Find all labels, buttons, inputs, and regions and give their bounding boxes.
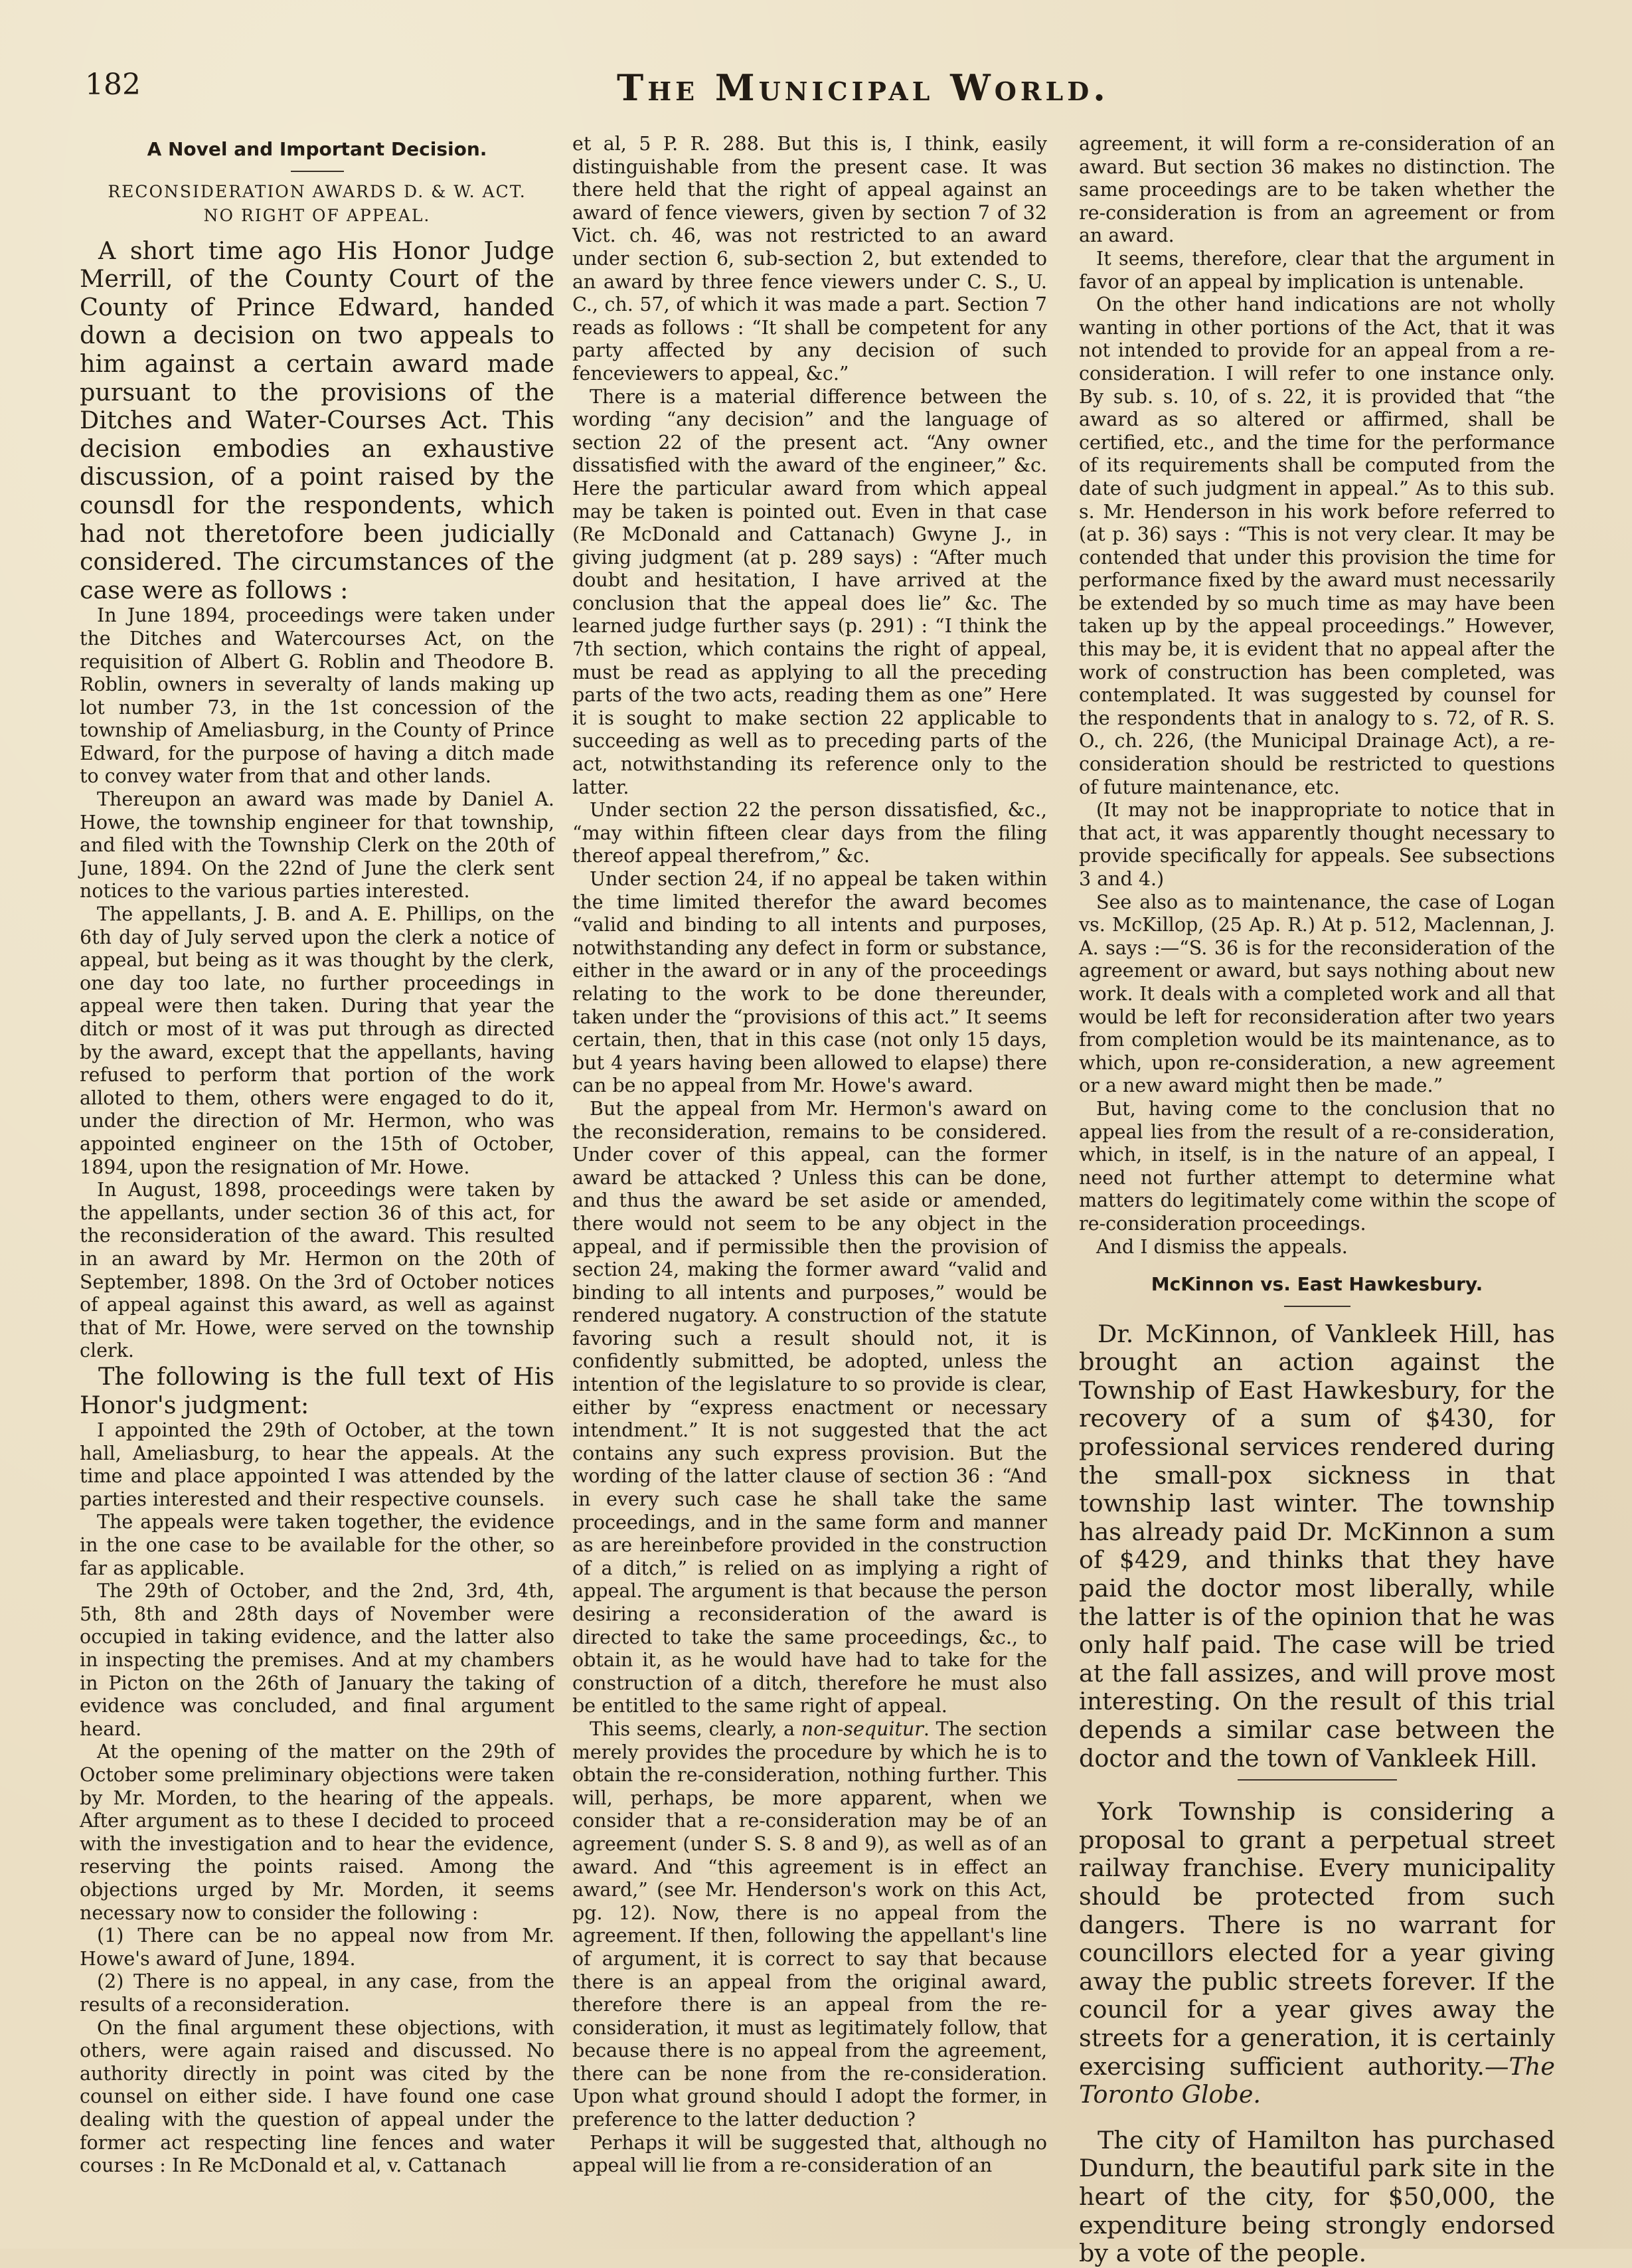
paragraph: (It may not be inappropriate to notice that in that act, it was apparently thought necessary to provide specifically for appeals. See subsections 3 and 4.) (1079, 799, 1555, 890)
source-citation: The Toronto Globe. (1079, 2051, 1555, 2109)
paragraph: The 29th of October, and the 2nd, 3rd, 4th, 5th, 8th and 28th days of November were occupied in taking evidence, and the latter also in inspecting the premises. And at my chambers in Picton on the 26th of January the taking of evidence was concluded, and final argument heard. (80, 1580, 554, 1740)
article-title: A Novel and Important Decision. (147, 138, 487, 160)
divider (1238, 1779, 1397, 1781)
lead-paragraph-block (80, 237, 554, 605)
paragraph: The appellants, J. B. and A. E. Phillips, on the 6th day of July served upon the clerk a notice of appeal, but being as it was thought by the clerk, one day too late, no further proceedings in appeal were then taken. During that year the ditch or most of it was put through as directed by the award, except that the appellants, having refused to perform that portion of the work alloted to them, others were engaged to do it, under the direction of Mr. Hermon, who was appointed engineer on the 15th of October, 1894, upon the resignation of Mr. Howe. (80, 903, 554, 1178)
paragraph: It seems, therefore, clear that the argument in favor of an appeal by implication is untenable. (1079, 247, 1555, 293)
article-title-2: McKinnon vs. East Hawkesbury. (1151, 1273, 1483, 1296)
item-4-body (1079, 2127, 1555, 2268)
divider (291, 171, 344, 172)
paragraph: Under section 22 the person dissatisfied, &c., “may within fifteen clear days from the filing thereof appeal therefrom,” &c. (572, 799, 1047, 867)
paragraph: The appeals were taken together, the evidence in the one case to be available for the other, so far as applicable. (80, 1511, 554, 1579)
paragraph (572, 1718, 1047, 2132)
paragraph: In August, 1898, proceedings were taken by the appellants, under section 36 of this act, for the reconsideration of the award. This resulted in an award by Mr. Hermon on the 20th of September, 1898. On the 3rd of October notices of appeal against this award, as well as against that of Mr. Howe, were served on the township clerk. (80, 1179, 554, 1362)
paragraph: I appointed the 29th of October, at the town hall, Ameliasburg, to hear the appeals. At the time and place appointed I was attended by the parties interested and their respective counsels. (80, 1419, 554, 1510)
paragraph: At the opening of the matter on the 29th of October some preliminary objections were taken by Mr. Morden, to the hearing of the appeals. After argument as to these I decided to proceed with the investigation and to hear the evidence, reserving the points raised. Among the objections urged by Mr. Morden, it seems necessary now to consider the following : (80, 1741, 554, 1924)
paragraph: The city of Hamilton has purchased Dundurn, the beautiful park site in the heart of the city, for $50,000, the expenditure being strongly endorsed by a vote of the people. (1079, 2125, 1555, 2268)
item-3-body (1079, 1798, 1555, 2109)
lead-paragraph-block-2 (80, 1363, 554, 1419)
paragraph: But, having come to the conclusion that no appeal lies from the result of a re-consideration, which, in itself, is in the nature of an appeal, I need not further attempt to determine what matters do legitimately come within the scope of re-consideration proceedings. (1079, 1097, 1555, 1235)
paragraph: See also as to maintenance, the case of Logan vs. McKillop, (25 Ap. R.) At p. 512, Maclennan, J. A. says :—“S. 36 is for the reconsideration of the agreement or award, but says nothing about new work. It deals with a completed work and all that would be left for reconsideration after two years from completion would be its maintenance, as to which, upon re-consideration, a new agreement or a new award might then be made.” (1079, 891, 1555, 1097)
lead-paragraph-2: The following is the full text of His Honor's judgment: (80, 1361, 554, 1419)
spacer (1079, 2109, 1555, 2127)
lead-paragraph: A short time ago His Honor Judge Merrill, of the County Court of the County of Prince Edward, handed down a decision on two appeals to him against a certain award made pursuant to the provisions of the Ditches and Water-Courses Act. This decision embodies an exhaustive discussion, of a point raised by the counsdl for the respondents, which had not theretofore been judicially considered. The circumstances of the case were as follows : (80, 236, 554, 604)
column-3 (1079, 133, 1555, 2268)
paragraph: And I dismiss the appeals. (1096, 1235, 1348, 1258)
paragraph: But the appeal from Mr. Hermon's award on the reconsideration, remains to be considered. Under cover of this appeal, can the former award be attacked ? Unless this can be done, and thus the award be set aside or amended, there would not seem to be any object in the appeal, and if permissible then the provision of section 24, making the former award “valid and binding to all intents and purposes,” would be rendered nugatory. A construction of the statute favoring such a result should not, it is confidently submitted, be adopted, unless the intention of the legislature to so provide is clear, either by “express enactment or necessary intendment.” It is not suggested that the act contains any such express provision. But the wording of the latter clause of section 36 : “And in every such case he shall take the same proceedings, and in the same form and manner as are hereinbefore provided in the construction of a ditch,” is relied on as implying a right of appeal. The argument is that because the person desiring a reconsideration of the award is directed to take the same proceedings, &c., to obtain it, as he would have had to take for the construction of a ditch, therefore he must also be entitled to the same right of appeal. (572, 1097, 1047, 1717)
column-1 (80, 133, 554, 2177)
paragraph: (1) There can be no appeal now from Mr. Howe's award of June, 1894. (80, 1925, 554, 1970)
paragraph: Under section 24, if no appeal be taken within the time limited therefor the award becomes “valid and binding to all intents and purposes, notwithstanding any defect in form or substance, either in the award or in any of the proceedings relating to the work to be done thereunder, taken under the “provisions of this act.” It seems certain, then, that in this case (not only 15 days, but 4 years having been allowed to elapse) there can be no appeal from Mr. Howe's award. (572, 868, 1047, 1097)
article-subhead (80, 180, 554, 228)
paragraph: Dr. McKinnon, of Vankleek Hill, has brought an action against the Township of East Hawkesbury, for the recovery of a sum of $430, for professional services rendered during the small-pox sickness in that township last winter. The township has already paid Dr. McKinnon a sum of $429, and thinks that they have paid the doctor most liberally, while the latter is of the opinion that he was only half paid. The case will be tried at the fall assizes, and will prove most interesting. On the result of this trial depends a similar case between the doctor and the town of Vankleek Hill. (1079, 1319, 1555, 1773)
paragraph (1079, 1798, 1555, 2109)
paragraph: agreement, it will form a re-consideration of an award. But section 36 makes no distinction. The same proceedings are to be taken whether the re-consideration is from an agreement or from an award. (1079, 133, 1555, 247)
column-2 (572, 133, 1048, 2177)
page-number: 182 (85, 68, 141, 102)
paragraph: In June 1894, proceedings were taken under the Ditches and Watercourses Act, on the requisition of Albert G. Roblin and Theodore B. Roblin, owners in severalty of lands making up lot number 73, in the 1st concession of the township of Ameliasburg, in the County of Prince Edward, for the purpose of having a ditch made to convey water from that and other lands. (80, 604, 554, 788)
paragraph: Thereupon an award was made by Daniel A. Howe, the township engineer for that township, and filed with the Township Clerk on the 20th of June, 1894. On the 22nd of June the clerk sent notices to the various parties interested. (80, 788, 554, 903)
paragraph: Perhaps it will be suggested that, although no appeal will lie from a re-consideration of an (572, 2131, 1047, 2177)
text-span: York Township is considering a proposal to grant a perpetual street railway franchise. Every municipality should be protected from such dangers. There is no warrant for councillors elected for a year giving away the public streets forever. If the council for a year gives away the streets for a generation, it is certainly exercising sufficient authority.— (1079, 1797, 1555, 2081)
subhead-line-2: NO RIGHT OF APPEAL. (203, 205, 431, 225)
paragraph: et al, 5 P. R. 288. But this is, I think, easily distinguishable from the present case. It was there held that the right of appeal against an award of fence viewers, given by section 7 of 32 Vict. ch. 46, was not restricted to an award under section 6, sub-section 2, but extended to an award by three fence viewers under C. S., U. C., ch. 57, of which it was made a part. Section 7 reads as follows : “It shall be competent for any party affected by any decision of such fenceviewers to appeal, &c.” (572, 133, 1047, 385)
latin-term: non-sequitur (801, 1717, 924, 1740)
masthead: The Municipal World. (617, 66, 1109, 109)
article-2-body (1079, 1320, 1555, 1773)
paragraph: On the other hand indications are not wholly wanting in other portions of the Act, that it was not intended to provide for an appeal from a re-consideration. I will refer to one instance only. By sub. s. 10, of s. 22, it is provided that “the award as so altered or affirmed, shall be certified, etc., and the time for the performance of its requirements shall be computed from the date of such judgment in appeal.” As to this sub. s. Mr. Henderson in his work before referred to (at p. 36) says : “This is not very clear. It may be contended that under this provision the time for performance fixed by the award must necessarily be extended by so much time as may have been taken up by the appeal proceedings.” However, this may be, it is evident that no appeal after the work of construction has been completed, was contemplated. It was suggested by counsel for the respondents that in analogy to s. 72, of R. S. O., ch. 226, (the Municipal Drainage Act), a re-consideration should be restricted to questions of future maintenance, etc. (1079, 294, 1555, 798)
divider (1284, 1306, 1350, 1307)
subhead-line-1: RECONSIDERATION AWARDS D. & W. ACT. (108, 181, 527, 201)
paragraph: There is a material difference between the wording “any decision” and the language of section 22 of the present act. “Any owner dissatisfied with the award of the engineer,” &c. Here the particular award from which appeal may be taken is pointed out. Even in that case (Re McDonald and Cattanach) Gwyne J., in giving judgment (at p. 289 says) : “After much doubt and hesitation, I have arrived at the conclusion that the appeal does lie” &c. The learned judge further says (p. 291) : “I think the 7th section, which contains the right of appeal, must be read as applying to all the preceding parts of the two acts, reading them as one” Here it is sought to make section 22 applicable to succeeding as well as to preceding parts of the act, notwithstanding its reference only to the latter. (572, 385, 1047, 798)
text-span: This seems, clearly, a (590, 1717, 801, 1740)
paragraph: (2) There is no appeal, in any case, from the results of a reconsideration. (80, 1970, 554, 2016)
paragraph: On the final argument these objections, with others, were again raised and discussed. No authority directly in point was cited by the counsel on either side. I have found one case dealing with the question of appeal under the former act respecting line fences and water courses : In Re McDonald et al, v. Cattanach (80, 2016, 554, 2177)
text-span: . The section merely provides the procedure by which he is to obtain the re-consideration, nothing further. This will, perhaps, be more apparent, when we consider that a re-consideration may be of an agreement (under S. S. 8 and 9), as well as of an award. And “this agreement is in effect an award,” (see Mr. Henderson's work on this Act, pg. 12). Now, there is no appeal from the agreement. If then, following the appellant's line of argument, it is correct to say that because there is an appeal from the original award, therefore there is an appeal from the re-consideration, it must as legitimately follow, that because there is no appeal from the agreement, there can be none from the re-consideration. Upon what ground should I adopt the former, in preference to the latter deduction ? (572, 1717, 1048, 2131)
